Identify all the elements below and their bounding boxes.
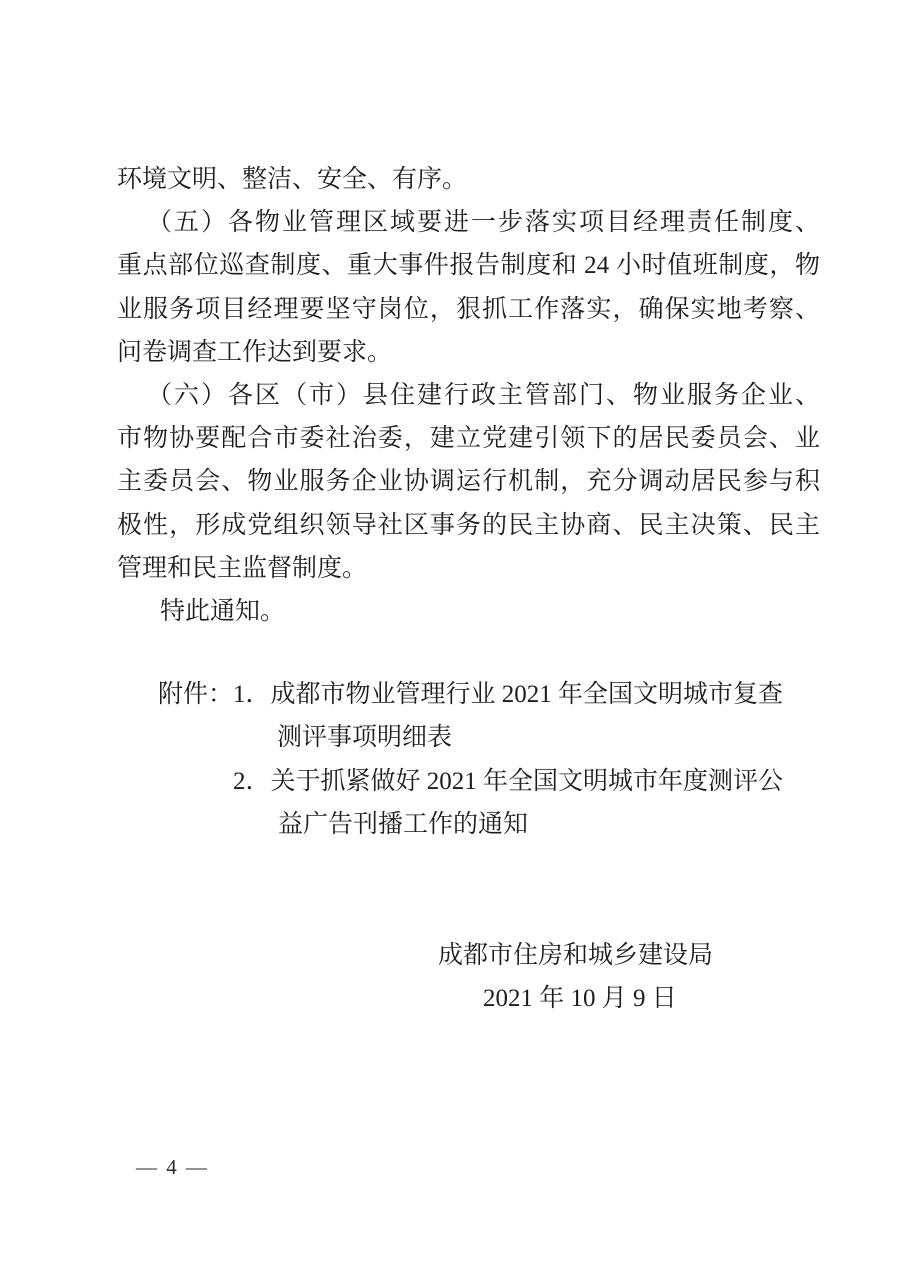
text-line: 主委员会、物业服务企业协调运行机制，充分调动居民参与积 xyxy=(117,468,820,496)
text-line-paragraph-6-start: （六）各区（市）县住建行政主管部门、物业服务企业、 xyxy=(147,382,820,410)
issue-date: 2021 年 10 月 9 日 xyxy=(483,985,677,1013)
attachment-item-1-line-1: 附件：1．成都市物业管理行业 2021 年全国文明城市复查 xyxy=(158,681,784,709)
text-line: 业服务项目经理要坚守岗位，狠抓工作落实，确保实地考察、 xyxy=(117,295,820,323)
page-number: — 4 — xyxy=(136,1155,209,1179)
attachment-item-2-line-1: 2．关于抓紧做好 2021 年全国文明城市年度测评公 xyxy=(233,767,784,795)
document-body xyxy=(117,158,820,1020)
issuer-signature: 成都市住房和城乡建设局 xyxy=(438,942,714,970)
text-line-paragraph-5-start: （五）各物业管理区域要进一步落实项目经理责任制度、 xyxy=(147,209,820,237)
attachment-item-1-line-2: 测评事项明细表 xyxy=(277,724,453,752)
text-line: 环境文明、整洁、安全、有序。 xyxy=(117,166,468,193)
text-line: 问卷调查工作达到要求。 xyxy=(117,338,393,366)
text-line: 市物协要配合市委社治委，建立党建引领下的居民委员会、业 xyxy=(117,425,820,453)
attachment-item-2-line-2: 益广告刊播工作的通知 xyxy=(278,810,529,838)
text-line: 管理和民主监督制度。 xyxy=(117,554,368,582)
blank-space xyxy=(117,633,820,673)
blank-space xyxy=(117,846,820,934)
text-line: 重点部位巡查制度、重大事件报告制度和 24 小时值班制度，物 xyxy=(117,252,820,280)
text-line: 极性，形成党组织领导社区事务的民主协商、民主决策、民主 xyxy=(117,511,820,539)
closing-line: 特此通知。 xyxy=(160,598,286,626)
